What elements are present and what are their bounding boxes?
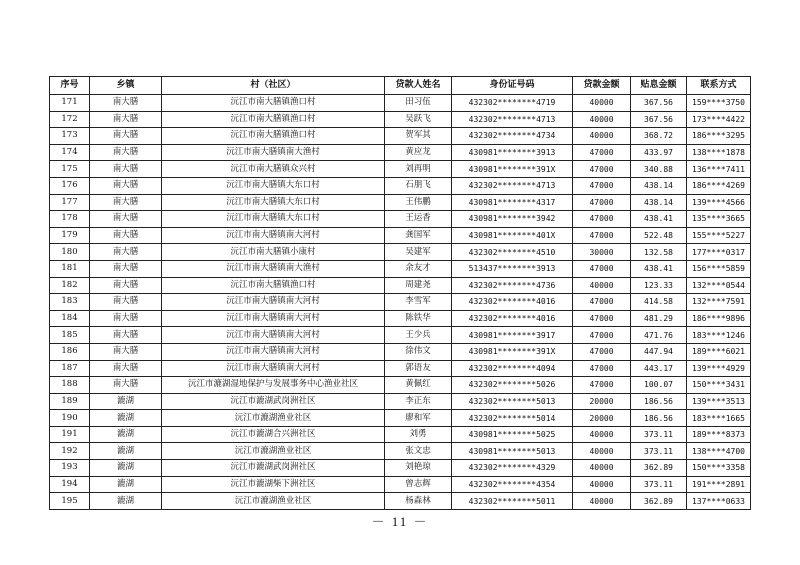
table-cell: 40000 — [573, 460, 631, 477]
table-cell: 沅江市漉湖武岗洲社区 — [162, 393, 385, 410]
table-cell: 186****4269 — [687, 177, 751, 194]
table-cell: 340.88 — [631, 161, 687, 178]
table-cell: 174 — [50, 144, 90, 161]
table-row — [50, 194, 751, 211]
table-cell: 432302********4713 — [452, 177, 573, 194]
table-cell: 471.76 — [631, 327, 687, 344]
table-cell: 沅江市南大膳镇渔口村 — [162, 95, 385, 112]
table-cell: 张文忠 — [385, 443, 452, 460]
table-cell: 183****1665 — [687, 410, 751, 427]
table-cell: 181 — [50, 260, 90, 277]
table-cell: 430981********3942 — [452, 211, 573, 228]
table-cell: 47000 — [573, 161, 631, 178]
table-cell: 47000 — [573, 177, 631, 194]
table-cell: 黄应龙 — [385, 144, 452, 161]
table-cell: 沅江市南大膳镇南大河村 — [162, 327, 385, 344]
header-cell: 贷款人姓名 — [385, 77, 452, 95]
table-cell: 432302********5013 — [452, 393, 573, 410]
table-cell: 李正东 — [385, 393, 452, 410]
table-cell: 南大膳 — [90, 343, 162, 360]
table-cell: 南大膳 — [90, 277, 162, 294]
table-cell: 刘艳琼 — [385, 460, 452, 477]
table-cell: 40000 — [573, 277, 631, 294]
table-cell: 447.94 — [631, 343, 687, 360]
table-cell: 沅江市南大膳镇渔口村 — [162, 111, 385, 128]
table-cell: 189 — [50, 393, 90, 410]
table-cell: 172 — [50, 111, 90, 128]
table-cell: 贺军其 — [385, 128, 452, 145]
table-cell: 漉湖 — [90, 426, 162, 443]
table-cell: 430981********3917 — [452, 327, 573, 344]
table-cell: 沅江市南大膳镇南大渔村 — [162, 144, 385, 161]
page-number: － 11 － — [371, 514, 429, 529]
table-cell: 南大膳 — [90, 144, 162, 161]
header-cell: 村（社区） — [162, 77, 385, 95]
table-cell: 南大膳 — [90, 327, 162, 344]
table-cell: 40000 — [573, 95, 631, 112]
table-cell: 20000 — [573, 410, 631, 427]
table-cell: 沅江市漉湖合兴洲社区 — [162, 426, 385, 443]
table-row — [50, 476, 751, 493]
table-cell: 沅江市漉湖渔业社区 — [162, 493, 385, 510]
table-cell: 438.41 — [631, 211, 687, 228]
table-cell: 432302********5026 — [452, 377, 573, 394]
header-cell: 联系方式 — [687, 77, 751, 95]
table-cell: 432302********4510 — [452, 244, 573, 261]
table-cell: 南大膳 — [90, 111, 162, 128]
table-cell: 184 — [50, 310, 90, 327]
table-row — [50, 393, 751, 410]
table-cell: 432302********4016 — [452, 294, 573, 311]
table-cell: 曾志辉 — [385, 476, 452, 493]
table-cell: 漉湖 — [90, 493, 162, 510]
table-cell: 368.72 — [631, 128, 687, 145]
table-cell: 150****3358 — [687, 460, 751, 477]
table-cell: 432302********4736 — [452, 277, 573, 294]
table-cell: 南大膳 — [90, 227, 162, 244]
table-cell: 193 — [50, 460, 90, 477]
table-cell: 20000 — [573, 393, 631, 410]
table-cell: 40000 — [573, 476, 631, 493]
table-cell: 438.41 — [631, 260, 687, 277]
table-cell: 185 — [50, 327, 90, 344]
table-cell: 沅江市南大膳镇渔口村 — [162, 277, 385, 294]
table-cell: 南大膳 — [90, 211, 162, 228]
table-cell: 432302********4354 — [452, 476, 573, 493]
table-cell: 漉湖 — [90, 410, 162, 427]
table-cell: 187 — [50, 360, 90, 377]
table-cell: 438.14 — [631, 194, 687, 211]
table-cell: 173 — [50, 128, 90, 145]
table-cell: 414.58 — [631, 294, 687, 311]
table-cell: 373.11 — [631, 426, 687, 443]
table-cell: 漉湖 — [90, 443, 162, 460]
table-cell: 443.17 — [631, 360, 687, 377]
table-cell: 廖和军 — [385, 410, 452, 427]
table-cell: 沅江市南大膳镇南大河村 — [162, 310, 385, 327]
table-cell: 南大膳 — [90, 377, 162, 394]
table-cell: 漉湖 — [90, 393, 162, 410]
table-cell: 481.29 — [631, 310, 687, 327]
table-cell: 432302********4094 — [452, 360, 573, 377]
table-cell: 189****8373 — [687, 426, 751, 443]
table-cell: 黄佩红 — [385, 377, 452, 394]
table-cell: 47000 — [573, 310, 631, 327]
table-row — [50, 460, 751, 477]
table-cell: 龚国军 — [385, 227, 452, 244]
table-cell: 150****3431 — [687, 377, 751, 394]
table-cell: 沅江市南大膳镇小康村 — [162, 244, 385, 261]
table-row — [50, 343, 751, 360]
table-cell: 40000 — [573, 111, 631, 128]
table-cell: 47000 — [573, 377, 631, 394]
table-cell: 王少兵 — [385, 327, 452, 344]
table-cell: 沅江市南大膳镇南大河村 — [162, 343, 385, 360]
header-cell: 贴息金额 — [631, 77, 687, 95]
table-cell: 徐伟文 — [385, 343, 452, 360]
table-header-row — [50, 77, 751, 95]
table-cell: 沅江市漉湖渔业社区 — [162, 410, 385, 427]
table-cell: 159****3750 — [687, 95, 751, 112]
table-cell: 139****4929 — [687, 360, 751, 377]
table-row — [50, 95, 751, 112]
table-cell: 367.56 — [631, 95, 687, 112]
table-row — [50, 443, 751, 460]
table-cell: 183 — [50, 294, 90, 311]
table-cell: 郭语友 — [385, 360, 452, 377]
table-cell: 362.89 — [631, 460, 687, 477]
table-cell: 沅江市南大膳镇大东口村 — [162, 211, 385, 228]
table-cell: 180 — [50, 244, 90, 261]
table-cell: 吴跃飞 — [385, 111, 452, 128]
table-cell: 47000 — [573, 343, 631, 360]
table-cell: 432302********5011 — [452, 493, 573, 510]
table-cell: 138****4700 — [687, 443, 751, 460]
table-cell: 漉湖 — [90, 460, 162, 477]
table-cell: 南大膳 — [90, 310, 162, 327]
table-cell: 田习伍 — [385, 95, 452, 112]
table-cell: 47000 — [573, 327, 631, 344]
table-cell: 123.33 — [631, 277, 687, 294]
table-cell: 177****0317 — [687, 244, 751, 261]
table-cell: 100.07 — [631, 377, 687, 394]
table-row — [50, 177, 751, 194]
table-cell: 186 — [50, 343, 90, 360]
table-cell: 沅江市漉湖柴下洲社区 — [162, 476, 385, 493]
table-cell: 余友才 — [385, 260, 452, 277]
table-cell: 138****1878 — [687, 144, 751, 161]
table-cell: 190 — [50, 410, 90, 427]
table-cell: 47000 — [573, 227, 631, 244]
table-cell: 漉湖 — [90, 476, 162, 493]
table-cell: 430981********5013 — [452, 443, 573, 460]
table-cell: 吴建军 — [385, 244, 452, 261]
table-cell: 189****6021 — [687, 343, 751, 360]
table-cell: 沅江市南大膳镇渔口村 — [162, 128, 385, 145]
table-cell: 沅江市南大膳镇南大河村 — [162, 294, 385, 311]
table-cell: 40000 — [573, 128, 631, 145]
table-row — [50, 426, 751, 443]
table-cell: 522.48 — [631, 227, 687, 244]
table-cell: 南大膳 — [90, 177, 162, 194]
table-cell: 沅江市漉湖渔业社区 — [162, 443, 385, 460]
table-cell: 135****3665 — [687, 211, 751, 228]
table-cell: 132****0544 — [687, 277, 751, 294]
table-cell: 156****5859 — [687, 260, 751, 277]
table-cell: 430981********391X — [452, 343, 573, 360]
table-cell: 40000 — [573, 426, 631, 443]
table-cell: 195 — [50, 493, 90, 510]
table-cell: 362.89 — [631, 493, 687, 510]
table-cell: 433.97 — [631, 144, 687, 161]
table-cell: 513437********3913 — [452, 260, 573, 277]
header-cell: 序号 — [50, 77, 90, 95]
table-cell: 136****7411 — [687, 161, 751, 178]
table-cell: 沅江市南大膳镇南大河村 — [162, 227, 385, 244]
table-cell: 430981********3913 — [452, 144, 573, 161]
table-row — [50, 360, 751, 377]
table-cell: 186.56 — [631, 393, 687, 410]
table-row — [50, 294, 751, 311]
loan-subsidy-table — [49, 76, 751, 510]
table-cell: 373.11 — [631, 476, 687, 493]
header-cell: 身份证号码 — [452, 77, 573, 95]
table-cell: 沅江市南大膳镇南大渔村 — [162, 260, 385, 277]
table-cell: 432302********4734 — [452, 128, 573, 145]
table-cell: 南大膳 — [90, 194, 162, 211]
table-cell: 刘再明 — [385, 161, 452, 178]
table-cell: 王伟鹏 — [385, 194, 452, 211]
table-row — [50, 161, 751, 178]
table-cell: 沅江市南大膳镇大东口村 — [162, 194, 385, 211]
table-cell: 179 — [50, 227, 90, 244]
table-row — [50, 493, 751, 510]
table-row — [50, 260, 751, 277]
table-cell: 191****2891 — [687, 476, 751, 493]
table-cell: 47000 — [573, 294, 631, 311]
table-cell: 周建尧 — [385, 277, 452, 294]
table-cell: 178 — [50, 211, 90, 228]
table-cell: 南大膳 — [90, 95, 162, 112]
table-row — [50, 111, 751, 128]
table-cell: 沅江市漉湖湿地保护与发展事务中心渔业社区 — [162, 377, 385, 394]
table-cell: 沅江市南大膳镇众兴村 — [162, 161, 385, 178]
header-cell: 乡镇 — [90, 77, 162, 95]
table-cell: 177 — [50, 194, 90, 211]
table-cell: 173****4422 — [687, 111, 751, 128]
table-cell: 186.56 — [631, 410, 687, 427]
table-cell: 171 — [50, 95, 90, 112]
table-cell: 47000 — [573, 194, 631, 211]
table-cell: 175 — [50, 161, 90, 178]
table-row — [50, 310, 751, 327]
table-cell: 182 — [50, 277, 90, 294]
table-cell: 47000 — [573, 144, 631, 161]
table-cell: 李雪军 — [385, 294, 452, 311]
table-row — [50, 244, 751, 261]
table-cell: 432302********4016 — [452, 310, 573, 327]
table-row — [50, 277, 751, 294]
table-cell: 47000 — [573, 360, 631, 377]
table-cell: 石朋飞 — [385, 177, 452, 194]
table-cell: 139****3513 — [687, 393, 751, 410]
table-cell: 南大膳 — [90, 360, 162, 377]
header-cell: 贷款金额 — [573, 77, 631, 95]
table-cell: 373.11 — [631, 443, 687, 460]
table-cell: 南大膳 — [90, 294, 162, 311]
table-row — [50, 410, 751, 427]
table-cell: 沅江市南大膳镇大东口村 — [162, 177, 385, 194]
table-cell: 430981********391X — [452, 161, 573, 178]
table-cell: 40000 — [573, 493, 631, 510]
table-cell: 432302********5014 — [452, 410, 573, 427]
table-cell: 刘勇 — [385, 426, 452, 443]
table-row — [50, 128, 751, 145]
table-cell: 188 — [50, 377, 90, 394]
table-cell: 40000 — [573, 443, 631, 460]
table-cell: 438.14 — [631, 177, 687, 194]
table-row — [50, 227, 751, 244]
table-cell: 367.56 — [631, 111, 687, 128]
table-row — [50, 327, 751, 344]
table-cell: 191 — [50, 426, 90, 443]
table-cell: 南大膳 — [90, 161, 162, 178]
table-cell: 192 — [50, 443, 90, 460]
table-cell: 155****5227 — [687, 227, 751, 244]
table-cell: 186****9896 — [687, 310, 751, 327]
table-cell: 沅江市漉湖武岗洲社区 — [162, 460, 385, 477]
table-cell: 176 — [50, 177, 90, 194]
table-cell: 132****7591 — [687, 294, 751, 311]
table-cell: 陈铁华 — [385, 310, 452, 327]
table-cell: 430981********5025 — [452, 426, 573, 443]
table-row — [50, 211, 751, 228]
table-cell: 137****0633 — [687, 493, 751, 510]
table-cell: 30000 — [573, 244, 631, 261]
table-cell: 432302********4329 — [452, 460, 573, 477]
table-cell: 南大膳 — [90, 260, 162, 277]
table-cell: 南大膳 — [90, 244, 162, 261]
table-row — [50, 377, 751, 394]
table-cell: 186****3295 — [687, 128, 751, 145]
table-cell: 183****1246 — [687, 327, 751, 344]
table-cell: 47000 — [573, 260, 631, 277]
table-cell: 132.58 — [631, 244, 687, 261]
table-cell: 杨森林 — [385, 493, 452, 510]
table-cell: 南大膳 — [90, 128, 162, 145]
table-cell: 194 — [50, 476, 90, 493]
table-row — [50, 144, 751, 161]
table-cell: 430981********4317 — [452, 194, 573, 211]
table-cell: 47000 — [573, 211, 631, 228]
table-cell: 430981********401X — [452, 227, 573, 244]
table-body — [50, 95, 751, 510]
table-cell: 沅江市南大膳镇南大河村 — [162, 360, 385, 377]
table-cell: 432302********4719 — [452, 95, 573, 112]
table-cell: 432302********4713 — [452, 111, 573, 128]
table-cell: 139****4566 — [687, 194, 751, 211]
table-cell: 王运香 — [385, 211, 452, 228]
